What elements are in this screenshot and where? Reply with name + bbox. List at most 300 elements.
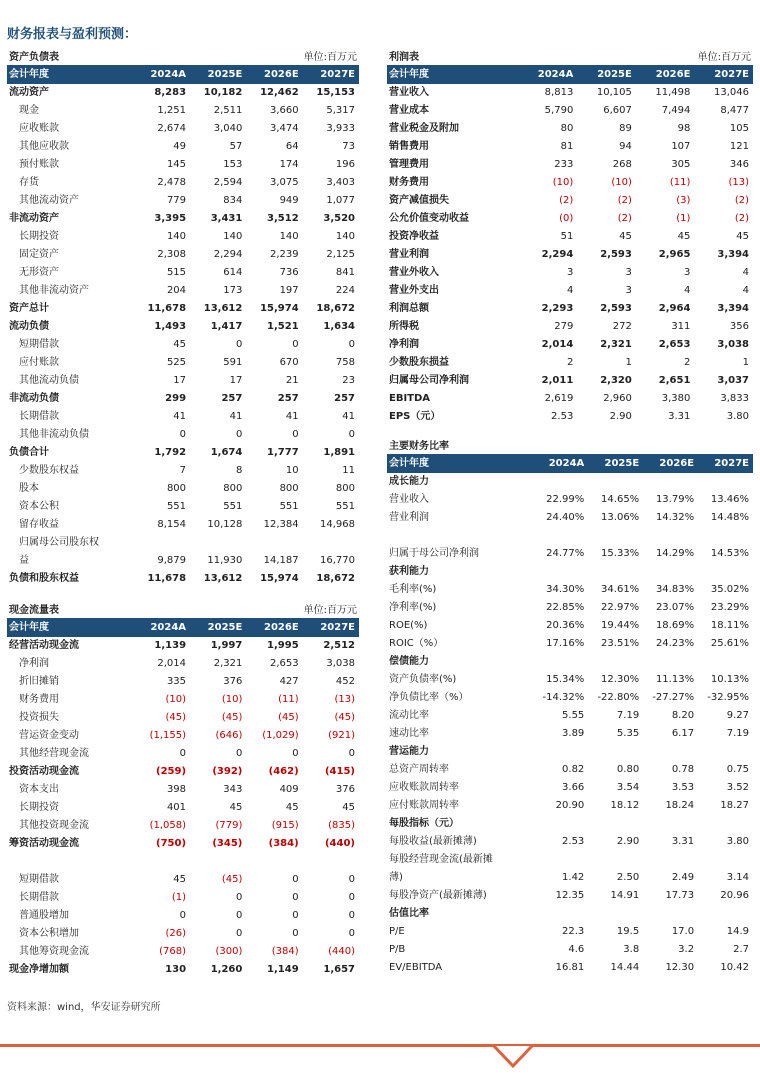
cell-value: 1,674 — [210, 447, 243, 458]
cell-value: 3,394 — [717, 303, 749, 314]
cell-value: 24.23% — [655, 638, 695, 649]
row-label: 营业利润 — [389, 249, 429, 260]
cell-value: 140 — [335, 231, 355, 242]
cell-value: 73 — [342, 141, 355, 152]
row-label: 利润总额 — [389, 303, 429, 314]
cell-value: 800 — [223, 483, 243, 494]
cell-value: 3 — [625, 267, 632, 278]
cell-value: 0 — [348, 339, 355, 350]
row-label: 资产总计 — [9, 303, 49, 314]
cell-value: 25.61% — [710, 638, 749, 649]
cell-value: 34.61% — [601, 584, 640, 595]
table-row — [7, 426, 359, 444]
row-label: ROE(%) — [389, 620, 428, 631]
row-label — [387, 527, 533, 545]
table-row — [387, 408, 753, 426]
column-header-year: 2024A — [134, 619, 190, 637]
cell-value: 1,995 — [267, 640, 299, 651]
cell-value: 841 — [335, 267, 355, 278]
cell-value: 2,960 — [603, 393, 632, 404]
cell-value: 427 — [279, 676, 299, 687]
row-label: 固定资产 — [19, 249, 59, 260]
table-row — [387, 102, 753, 120]
table-row — [387, 599, 753, 617]
row-label: 所得税 — [389, 321, 419, 332]
row-label: 归属母公司股东权 — [19, 537, 99, 548]
cell-value: 2.90 — [616, 836, 640, 847]
table-row — [387, 228, 753, 246]
cell-value: 279 — [554, 321, 574, 332]
row-label: P/E — [389, 926, 405, 937]
cell-value: 22.3 — [562, 926, 585, 937]
section-row — [387, 815, 753, 833]
cell-value: 14.32% — [655, 512, 695, 523]
column-header-year: 2026E — [246, 619, 302, 637]
table-row — [7, 408, 359, 426]
cell-value: 0 — [235, 429, 243, 440]
cell-value: 800 — [335, 483, 355, 494]
row-label: 管理费用 — [389, 159, 429, 170]
ratios-panel — [387, 434, 753, 977]
cell-value: 13.06% — [601, 512, 640, 523]
row-label: 速动比率 — [389, 728, 429, 739]
row-label: 负债和股东权益 — [9, 573, 79, 584]
row-label: 总资产周转率 — [389, 764, 449, 775]
cell-value: 57 — [229, 141, 243, 152]
cell-value: 15,974 — [260, 303, 299, 314]
cell-value: 3,037 — [717, 375, 749, 386]
cell-value: 10,128 — [207, 519, 243, 530]
cell-value: 17.16% — [546, 638, 585, 649]
cell-value: 3,660 — [270, 105, 299, 116]
cell-value: 1,417 — [210, 321, 243, 332]
cell-value: 3,512 — [267, 213, 299, 224]
table-row — [7, 282, 359, 300]
cell-value: 551 — [166, 501, 187, 512]
cell-value: 64 — [285, 141, 299, 152]
cell-value: 22.99% — [546, 494, 585, 505]
chevron-down-icon — [492, 1044, 534, 1070]
cell-value: 2 — [566, 357, 574, 368]
cell-value: 0 — [348, 928, 355, 939]
cell-value: 2,593 — [600, 303, 632, 314]
cell-value: (2) — [617, 195, 632, 206]
cell-value — [588, 815, 643, 833]
cell-value: 3,933 — [326, 123, 355, 134]
balance-sheet-panel — [7, 45, 359, 588]
cell-value: 1,634 — [323, 321, 355, 332]
row-label: 留存收益 — [19, 519, 59, 530]
ratios-title: 主要财务比率 — [389, 441, 449, 452]
table-row — [387, 509, 753, 527]
cell-value: (45) — [165, 712, 187, 723]
row-label: 流动资产 — [9, 87, 49, 98]
cell-value: (384) — [268, 838, 299, 849]
cell-value: (45) — [221, 712, 243, 723]
table-row — [7, 799, 359, 817]
table-row — [387, 797, 753, 815]
cell-value: 268 — [612, 159, 632, 170]
cell-value: 34.30% — [546, 584, 585, 595]
cell-value: 299 — [165, 393, 187, 404]
cell-value: 2,014 — [157, 658, 187, 669]
row-label: 流动比率 — [389, 710, 429, 721]
row-label: P/B — [389, 944, 406, 955]
cell-value — [303, 853, 359, 871]
cell-value: 7.19 — [616, 710, 640, 721]
cell-value: 7.19 — [726, 728, 749, 739]
row-label: 折旧摊销 — [19, 676, 59, 687]
cell-value: 2 — [684, 357, 691, 368]
cell-value: 20.90 — [555, 800, 585, 811]
table-row — [7, 781, 359, 799]
row-label: 存货 — [19, 177, 39, 188]
cell-value: 18.12 — [610, 800, 640, 811]
cell-value: 10,182 — [203, 87, 243, 98]
table-row — [7, 889, 359, 907]
cell-value: 80 — [560, 123, 574, 134]
cell-value: 5,790 — [544, 105, 574, 116]
table-row — [7, 372, 359, 390]
cell-value: 0 — [348, 748, 355, 759]
cell-value: 0.75 — [726, 764, 749, 775]
table-row — [7, 763, 359, 781]
balance-sheet-table — [7, 66, 359, 588]
cell-value: 18.24 — [665, 800, 695, 811]
cell-value: 614 — [223, 267, 243, 278]
row-label: 净利润 — [389, 339, 419, 350]
row-label: 预付账款 — [19, 159, 59, 170]
cell-value: (1,155) — [149, 730, 187, 741]
footer-divider — [0, 1044, 760, 1047]
row-label: 长期借款 — [19, 411, 59, 422]
ratios-table — [387, 455, 753, 977]
row-label: 现金 — [19, 105, 39, 116]
cell-value: 2.7 — [733, 944, 749, 955]
cell-value — [643, 905, 698, 923]
cell-value: 452 — [335, 676, 355, 687]
cell-value: (768) — [159, 946, 187, 957]
row-label: EPS（元） — [389, 411, 441, 422]
cell-value: 45 — [619, 231, 632, 242]
table-row — [387, 941, 753, 959]
row-label: 毛利率(%) — [389, 584, 437, 595]
cell-value: -22.80% — [597, 692, 640, 703]
cell-value: 107 — [671, 141, 691, 152]
cell-value: 45 — [677, 231, 691, 242]
column-header-year: 2026E — [246, 66, 302, 84]
cell-value: 343 — [223, 784, 243, 795]
row-label: ROIC（%） — [389, 638, 444, 649]
cell-value: 140 — [166, 231, 187, 242]
cell-value: 8 — [235, 465, 243, 476]
column-header-year: 2027E — [303, 66, 359, 84]
cell-value — [643, 527, 698, 545]
cell-value: 1,521 — [267, 321, 299, 332]
balance-sheet-title-bar — [7, 45, 359, 66]
cell-value: (392) — [212, 766, 243, 777]
cell-value — [643, 851, 698, 869]
cell-value: 81 — [560, 141, 574, 152]
cell-value: (2) — [617, 213, 632, 224]
cell-value: 89 — [619, 123, 632, 134]
cell-value: 257 — [334, 393, 355, 404]
cell-value: 551 — [335, 501, 355, 512]
table-row — [7, 318, 359, 336]
cell-value: 153 — [223, 159, 243, 170]
cell-value: 11,678 — [147, 573, 187, 584]
row-label: 营业收入 — [389, 87, 429, 98]
cell-value: 5.55 — [562, 710, 585, 721]
cell-value: 2,320 — [600, 375, 632, 386]
cell-value: 398 — [166, 784, 187, 795]
cell-value — [588, 905, 643, 923]
table-row — [7, 264, 359, 282]
cell-value — [588, 563, 643, 581]
table-header-row — [387, 455, 753, 473]
table-header-row — [7, 619, 359, 637]
cell-value: 0 — [348, 892, 355, 903]
column-header-label: 会计年度 — [7, 66, 134, 84]
cell-value: 140 — [279, 231, 299, 242]
cell-value: (13) — [728, 177, 749, 188]
cell-value: (2) — [559, 195, 574, 206]
row-label: 非流动资产 — [9, 213, 59, 224]
cell-value — [698, 527, 753, 545]
table-row — [387, 527, 753, 545]
cell-value: (921) — [328, 730, 355, 741]
cell-value: 13,612 — [203, 573, 243, 584]
cell-value: 2,308 — [157, 249, 187, 260]
cell-value: 13.79% — [655, 494, 695, 505]
cell-value: -14.32% — [542, 692, 585, 703]
row-label: 其他经营现金流 — [19, 748, 89, 759]
cell-value: 224 — [335, 285, 355, 296]
table-row — [387, 84, 753, 102]
cell-value: 45 — [342, 802, 355, 813]
cell-value: 11,930 — [207, 555, 243, 566]
row-label: 资本公积增加 — [19, 928, 79, 939]
cell-value: 173 — [223, 285, 243, 296]
cell-value: 0 — [235, 339, 243, 350]
cell-value: (440) — [324, 838, 355, 849]
cell-value: 3.52 — [726, 782, 749, 793]
cell-value: 3.54 — [616, 782, 640, 793]
table-row — [387, 617, 753, 635]
cell-value: (3) — [676, 195, 691, 206]
cell-value: 949 — [279, 195, 299, 206]
table-row — [7, 745, 359, 763]
cell-value: 758 — [335, 357, 355, 368]
row-label: 公允价值变动收益 — [389, 213, 469, 224]
row-label: 益 — [19, 555, 29, 566]
cell-value: 15,974 — [260, 573, 299, 584]
cell-value: 2,478 — [157, 177, 187, 188]
table-row — [7, 570, 359, 588]
cell-value: 2,294 — [541, 249, 574, 260]
row-label: 应付账款周转率 — [389, 800, 459, 811]
cell-value — [190, 534, 246, 552]
row-label: 长期投资 — [19, 231, 59, 242]
section-row — [387, 473, 753, 491]
cell-value: 2.50 — [616, 872, 640, 883]
cell-value: 21 — [285, 375, 299, 386]
cell-value: 305 — [671, 159, 691, 170]
cell-value — [533, 653, 588, 671]
cell-value: (300) — [215, 946, 243, 957]
cell-value: 551 — [279, 501, 299, 512]
cell-value: 11.13% — [655, 674, 695, 685]
cell-value: 24.77% — [546, 548, 585, 559]
cell-value — [533, 527, 588, 545]
row-label: EBITDA — [389, 393, 431, 404]
cell-value: 2.90 — [609, 411, 632, 422]
cell-value — [643, 473, 698, 491]
cell-value: 591 — [223, 357, 243, 368]
cell-value: 15,153 — [316, 87, 355, 98]
cell-value — [643, 815, 698, 833]
cell-value: 12,384 — [263, 519, 299, 530]
table-row — [7, 907, 359, 925]
cell-value: 834 — [223, 195, 243, 206]
cell-value — [588, 743, 643, 761]
cell-value: 18,672 — [316, 573, 355, 584]
column-header-year: 2027E — [698, 455, 753, 473]
table-row — [7, 552, 359, 570]
cell-value: 3,394 — [717, 249, 749, 260]
column-header-year: 2027E — [694, 66, 753, 84]
cell-value: 2,594 — [213, 177, 243, 188]
cell-value: 45 — [285, 802, 299, 813]
row-label: 薄) — [389, 872, 403, 883]
cell-value — [134, 534, 190, 552]
cell-value: -32.95% — [707, 692, 749, 703]
table-row — [7, 300, 359, 318]
row-label: 负债合计 — [9, 447, 49, 458]
cell-value: 14,968 — [320, 519, 355, 530]
cell-value: 18,672 — [316, 303, 355, 314]
cell-value: 3.8 — [623, 944, 640, 955]
cell-value: (646) — [215, 730, 243, 741]
cell-value: 41 — [229, 411, 243, 422]
cell-value: 2.53 — [562, 836, 585, 847]
table-row — [387, 174, 753, 192]
row-label: 应付账款 — [19, 357, 59, 368]
cell-value: 2,653 — [658, 339, 691, 350]
row-label: 财务费用 — [389, 177, 429, 188]
cell-value: 8,283 — [154, 87, 187, 98]
cell-value: (45) — [221, 874, 243, 885]
table-header-row — [7, 66, 359, 84]
row-label: 短期借款 — [19, 339, 59, 350]
cell-value: 0 — [235, 928, 243, 939]
cell-value: 2,964 — [658, 303, 691, 314]
table-row — [387, 851, 753, 869]
cell-value: 23.29% — [710, 602, 749, 613]
row-label: 营运能力 — [389, 746, 429, 757]
cell-value: (415) — [324, 766, 355, 777]
balance-sheet-unit: 单位:百万元 — [303, 52, 357, 63]
cell-value: (462) — [268, 766, 299, 777]
row-label: 营业外收入 — [389, 267, 439, 278]
cell-value: (779) — [215, 820, 243, 831]
cell-value: 779 — [166, 195, 187, 206]
income-statement-title: 利润表 — [389, 52, 419, 63]
table-row — [387, 372, 753, 390]
table-row — [7, 727, 359, 745]
cell-value: 3.89 — [562, 728, 585, 739]
cell-value: 0.80 — [616, 764, 640, 775]
cell-value: 2,239 — [270, 249, 299, 260]
column-header-year: 2027E — [303, 619, 359, 637]
cell-value: 45 — [173, 874, 187, 885]
table-row — [7, 673, 359, 691]
row-label: 筹资活动现金流 — [9, 838, 79, 849]
cell-value: 22.85% — [546, 602, 585, 613]
cell-value: 17.0 — [671, 926, 695, 937]
cell-value: 5.35 — [616, 728, 640, 739]
cell-value — [643, 653, 698, 671]
cell-value — [190, 853, 246, 871]
cell-value: 12,462 — [260, 87, 299, 98]
row-label: 其他流动负债 — [19, 375, 79, 386]
cell-value — [698, 653, 753, 671]
cell-value: 20.36% — [546, 620, 585, 631]
cell-value: 6.17 — [671, 728, 695, 739]
cell-value: 0 — [235, 910, 243, 921]
cell-value: 0.82 — [562, 764, 585, 775]
column-header-year: 2024A — [134, 66, 190, 84]
cell-value: -27.27% — [652, 692, 695, 703]
cell-value: 105 — [729, 123, 749, 134]
table-row — [7, 156, 359, 174]
cell-value: (26) — [165, 928, 187, 939]
cell-value — [588, 851, 643, 869]
cell-value: 3 — [684, 267, 691, 278]
cell-value: 0 — [292, 748, 299, 759]
table-row — [7, 102, 359, 120]
cell-value: 2,674 — [157, 123, 187, 134]
cell-value: 0 — [179, 910, 187, 921]
row-label: 资产减值损失 — [389, 195, 449, 206]
row-label: 偿债能力 — [389, 656, 429, 667]
column-header-label: 会计年度 — [387, 66, 519, 84]
cell-value: 23.07% — [655, 602, 695, 613]
cell-value: 2,293 — [541, 303, 574, 314]
cell-value: 3.14 — [726, 872, 749, 883]
cell-value: 3,403 — [326, 177, 355, 188]
table-row — [7, 138, 359, 156]
cell-value: 257 — [277, 393, 299, 404]
cell-value: (1,029) — [262, 730, 299, 741]
table-row — [387, 833, 753, 851]
cell-value: 94 — [619, 141, 632, 152]
table-row — [7, 444, 359, 462]
cell-value — [246, 853, 302, 871]
cell-value: 15.34% — [546, 674, 585, 685]
row-label: EV/EBITDA — [389, 962, 443, 973]
cell-value: 14,187 — [263, 555, 299, 566]
cell-value: (915) — [271, 820, 299, 831]
cell-value: 401 — [166, 802, 187, 813]
cell-value: 0 — [179, 748, 187, 759]
cell-value: 145 — [166, 159, 187, 170]
column-header-year: 2026E — [643, 455, 698, 473]
cell-value: 670 — [279, 357, 299, 368]
cell-value: 409 — [279, 784, 299, 795]
cell-value: 3 — [566, 267, 574, 278]
cell-value: 14.29% — [655, 548, 695, 559]
